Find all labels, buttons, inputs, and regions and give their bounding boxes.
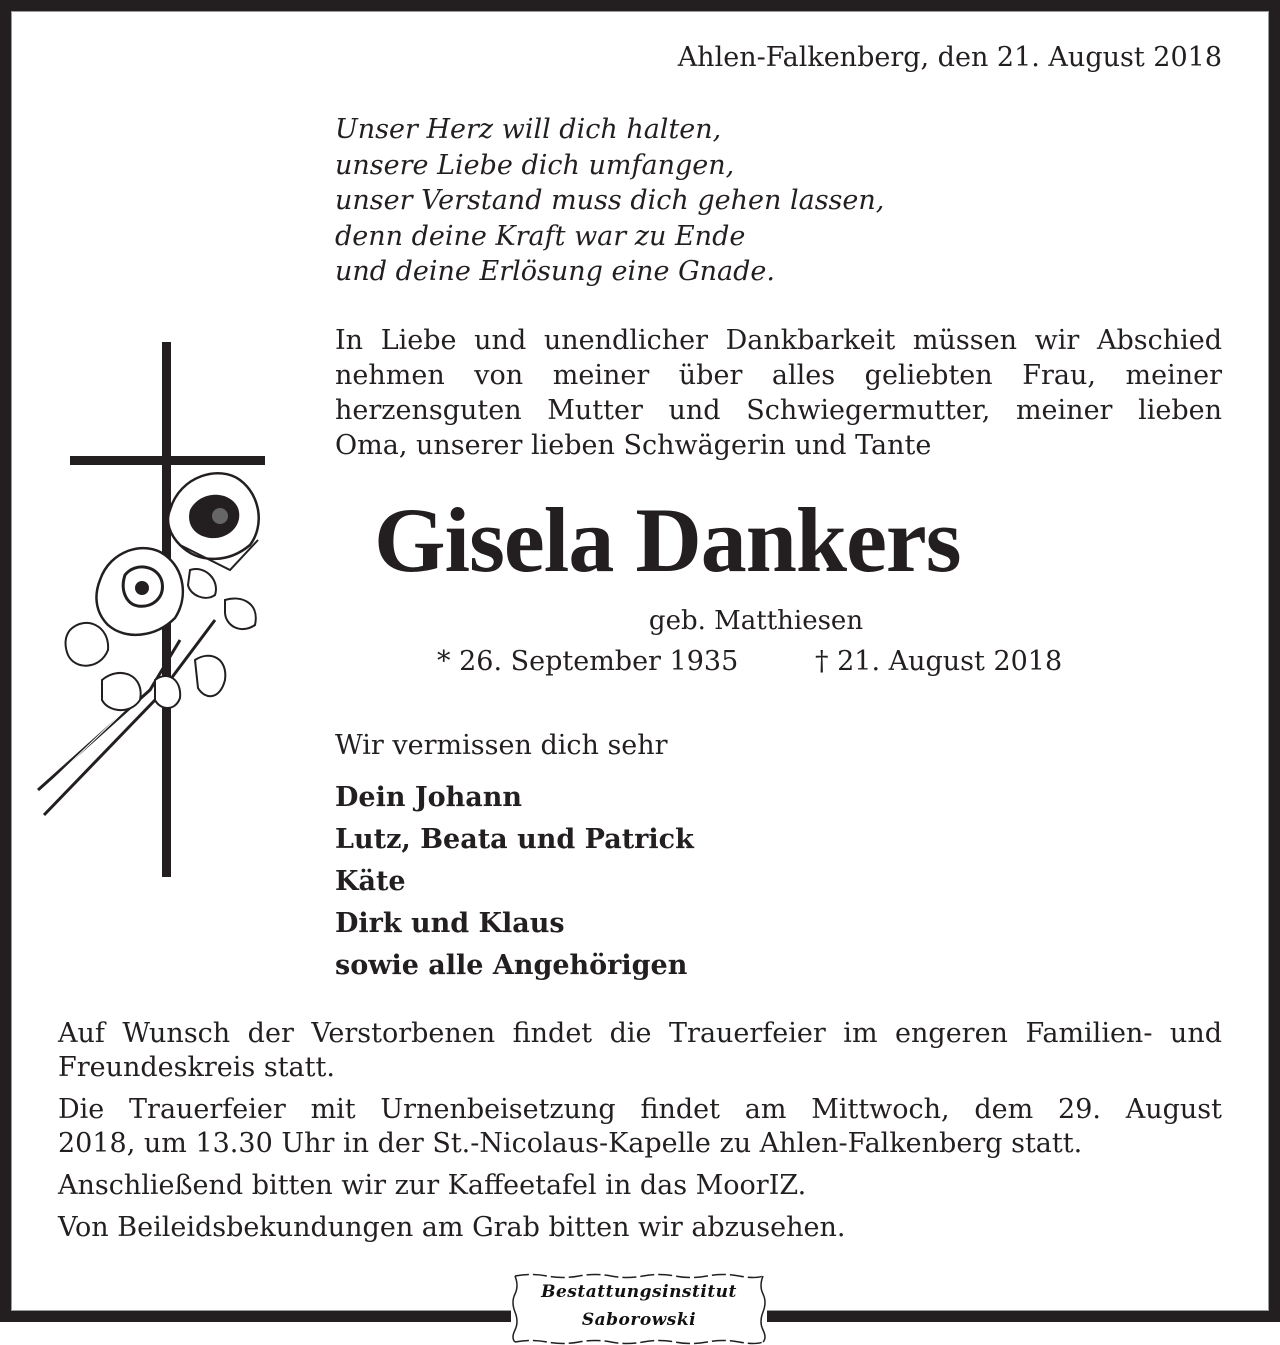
- poem: [335, 112, 884, 290]
- note-paragraph: [58, 1093, 1222, 1161]
- funeral-home-line1: Bestattungsinstitut: [541, 1282, 737, 1302]
- miss-line: Wir vermissen dich sehr: [335, 730, 668, 761]
- signer: Dein Johann: [335, 782, 523, 813]
- intro-line: nehmen von meiner über alles geliebten Frau, meiner: [335, 360, 1222, 391]
- poem-line: denn deine Kraft war zu Ende: [335, 220, 746, 252]
- maiden-name: geb. Matthiesen: [648, 606, 864, 636]
- note-line: 2018, um 13.30 Uhr in der St.-Nicolaus-Kapelle zu Ahlen-Falkenberg statt.: [58, 1128, 1083, 1159]
- poem-line: Unser Herz will dich halten,: [335, 114, 722, 145]
- funeral-home-line2: Saborowski: [581, 1310, 697, 1330]
- deceased-name: Gisela Dankers: [374, 489, 961, 591]
- intro-paragraph: [335, 323, 1222, 463]
- funeral-notes: [58, 1017, 1222, 1253]
- note-paragraph: [58, 1169, 1222, 1203]
- birth-date: * 26. September 1935: [437, 646, 739, 677]
- signer: Lutz, Beata und Patrick: [335, 824, 694, 855]
- poem-line: und deine Erlösung eine Gnade.: [335, 256, 775, 287]
- note-paragraph: [58, 1017, 1222, 1085]
- dateline: Ahlen-Falkenberg, den 21. August 2018: [677, 42, 1222, 73]
- poem-line: unsere Liebe dich umfangen,: [335, 149, 735, 181]
- note-line: Die Trauerfeier mit Urnenbeisetzung findet am Mittwoch, dem 29. August: [58, 1094, 1222, 1125]
- intro-line: herzensguten Mutter und Schwiegermutter, meiner lieben: [335, 395, 1222, 426]
- note-line: Freundeskreis statt.: [58, 1052, 335, 1083]
- signer: sowie alle Angehörigen: [335, 950, 688, 981]
- note-paragraph: [58, 1211, 1222, 1245]
- note-line: Anschließend bitten wir zur Kaffeetafel in das MoorIZ.: [58, 1170, 807, 1201]
- signer: Dirk und Klaus: [335, 908, 565, 939]
- death-date: † 21. August 2018: [815, 646, 1063, 677]
- poem-line: unser Verstand muss dich gehen lassen,: [335, 185, 885, 216]
- intro-line: In Liebe und unendlicher Dankbarkeit müssen wir Abschied: [335, 325, 1222, 356]
- funeral-home-badge: [511, 1272, 767, 1345]
- signer: Käte: [335, 866, 406, 897]
- note-line: Auf Wunsch der Verstorbenen findet die Trauerfeier im engeren Familien- und: [58, 1018, 1222, 1049]
- intro-line: Oma, unserer lieben Schwägerin und Tante: [335, 430, 932, 461]
- signers-list: [335, 777, 694, 987]
- note-line: Von Beileidsbekundungen am Grab bitten wir abzusehen.: [58, 1212, 846, 1243]
